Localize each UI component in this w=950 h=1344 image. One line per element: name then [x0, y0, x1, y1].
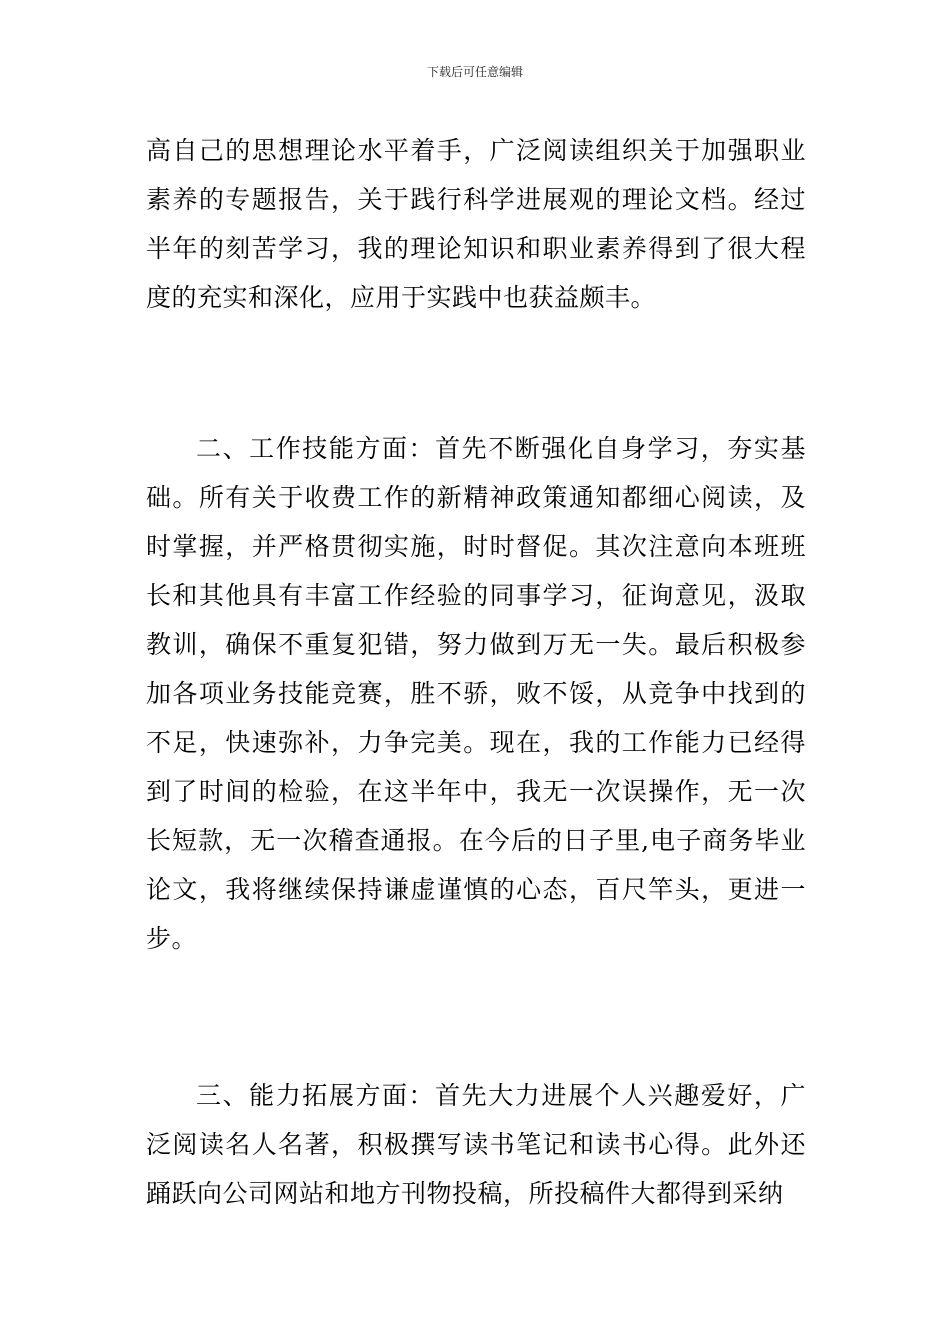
paragraph-3: 三、能力拓展方面：首先大力进展个人兴趣爱好，广泛阅读名人名著，积极撰写读书笔记和读书心得。此外还踊跃向公司网站和地方刊物投稿，所投稿件大都得到采纳 [146, 1081, 806, 1208]
paragraph-2: 二、工作技能方面：首先不断强化自身学习，夯实基础。所有关于收费工作的新精神政策通知都细心阅读，及时掌握，并严格贯彻实施，时时督促。其次注意向本班班长和其他具有丰富工作经验的同事学习，征询意见，汲取教训，确保不重复犯错，努力做到万无一失。最后积极参加各项业务技能竞赛，胜不骄，败不馁，从竞争中找到的不足，快速弥补，力争完美。现在，我的工作能力已经得到了时间的检验，在这半年中，我无一次误操作，无一次长短款，无一次稽查通报。在今后的日子里,电子商务毕业论文，我将继续保持谦虚谨慎的心态，百尺竿头，更进一步。 [146, 434, 806, 953]
paragraph-1: 高自己的思想理论水平着手，广泛阅读组织关于加强职业素养的专题报告，关于践行科学进展观的理论文档。经过半年的刻苦学习，我的理论知识和职业素养得到了很大程度的充实和深化，应用于实践中也获益颇丰。 [146, 136, 806, 312]
page-header-note: 下载后可任意编辑 [426, 65, 523, 79]
